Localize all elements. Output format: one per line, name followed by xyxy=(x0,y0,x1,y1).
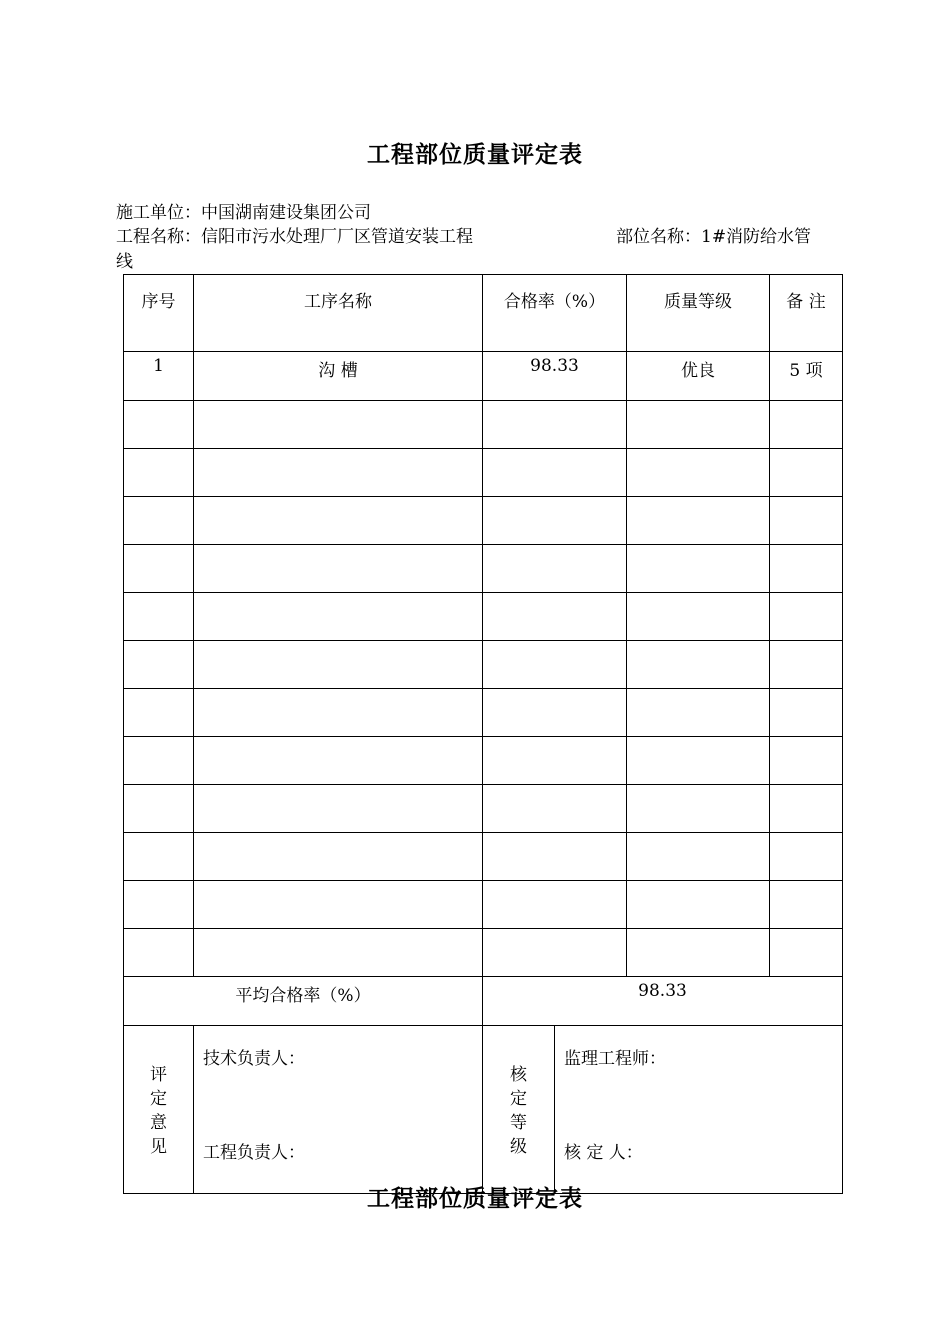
table-row xyxy=(124,689,843,737)
table-row xyxy=(124,641,843,689)
cell-note: 5 项 xyxy=(770,352,843,401)
table-row xyxy=(124,929,843,977)
header-grade: 质量等级 xyxy=(627,275,770,352)
table-row xyxy=(124,497,843,545)
table-row xyxy=(124,785,843,833)
table-row xyxy=(124,833,843,881)
header-process: 工序名称 xyxy=(194,275,483,352)
part-name: 部位名称：1#消防给水管 xyxy=(616,227,812,247)
average-value: 98.33 xyxy=(483,977,843,1026)
project-name: 工程名称：信阳市污水处理厂厂区管道安装工程 xyxy=(116,227,473,247)
header-seq: 序号 xyxy=(124,275,194,352)
eval-opinion-cell xyxy=(194,1026,483,1194)
table-row xyxy=(124,401,843,449)
header-note: 备 注 xyxy=(770,275,843,352)
cell-seq: 1 xyxy=(124,352,194,401)
grade-label-text: 核 定 等 级 xyxy=(510,1065,527,1157)
grade-cell xyxy=(555,1026,843,1194)
table-row xyxy=(124,449,843,497)
supervisor-label: 监理工程师： xyxy=(564,1049,666,1069)
grade-label xyxy=(483,1026,555,1194)
table-row xyxy=(124,545,843,593)
table-row xyxy=(124,352,843,401)
cell-rate: 98.33 xyxy=(483,352,627,401)
eval-opinion-text: 评 定 意 见 xyxy=(150,1065,167,1157)
table-header-row xyxy=(124,275,843,352)
tech-lead-label: 技术负责人： xyxy=(203,1049,305,1069)
header-rate: 合格率（%） xyxy=(483,275,627,352)
evaluation-table xyxy=(123,274,843,1194)
construction-unit: 施工单位：中国湖南建设集团公司 xyxy=(116,203,371,223)
average-row xyxy=(124,977,843,1026)
project-lead-label: 工程负责人： xyxy=(203,1143,305,1163)
table-row xyxy=(124,737,843,785)
verifier-label: 核 定 人： xyxy=(564,1143,643,1163)
page-title: 工程部位质量评定表 xyxy=(367,141,583,168)
average-label: 平均合格率（%） xyxy=(124,977,483,1026)
project-info-line xyxy=(116,225,812,249)
next-page-title: 工程部位质量评定表 xyxy=(367,1185,583,1212)
cell-grade: 优良 xyxy=(627,352,770,401)
cell-process: 沟 槽 xyxy=(194,352,483,401)
eval-opinion-label xyxy=(124,1026,194,1194)
signature-row xyxy=(124,1026,843,1194)
table-row xyxy=(124,881,843,929)
part-name-continued: 线 xyxy=(116,252,133,272)
table-row xyxy=(124,593,843,641)
